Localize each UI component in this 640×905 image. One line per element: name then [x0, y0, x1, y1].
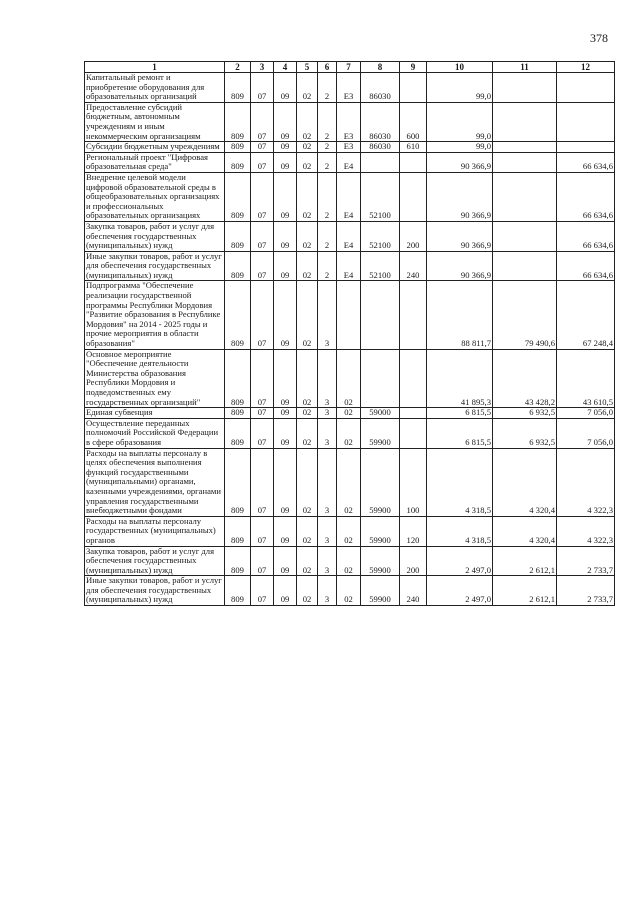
section-cell: 07: [251, 172, 274, 221]
expense-type-cell: [400, 349, 427, 408]
column-header: 1: [85, 62, 225, 73]
row-name-cell: Региональный проект "Цифровая образовательная среда": [85, 152, 225, 172]
subprogram-cell: 2: [318, 102, 337, 141]
row-name-cell: Закупка товаров, работ и услуг для обеспечения государственных (муниципальных) нужд: [85, 221, 225, 251]
table-row: [85, 448, 615, 516]
table-header-row: [85, 62, 615, 73]
subsection-cell: 09: [274, 281, 297, 349]
amount-year3-cell: 2 733,7: [557, 576, 615, 606]
amount-year3-cell: 66 634,6: [557, 172, 615, 221]
subsection-cell: 09: [274, 418, 297, 448]
activity-cell: 02: [337, 546, 361, 576]
program-cell: 02: [297, 418, 318, 448]
chapter-code-cell: 809: [225, 142, 251, 153]
expense-type-cell: 120: [400, 516, 427, 546]
amount-year2-cell: [493, 172, 557, 221]
expense-type-cell: 100: [400, 448, 427, 516]
expense-type-cell: [400, 73, 427, 103]
column-header: 3: [251, 62, 274, 73]
program-cell: 02: [297, 172, 318, 221]
section-cell: 07: [251, 142, 274, 153]
amount-year1-cell: 88 811,7: [427, 281, 493, 349]
amount-year1-cell: 90 366,9: [427, 221, 493, 251]
table-row: [85, 576, 615, 606]
row-name-cell: Внедрение целевой модели цифровой образовательной среды в общеобразовательных организациях и профессиональных образовательных организациях: [85, 172, 225, 221]
row-name-cell: Закупка товаров, работ и услуг для обеспечения государственных (муниципальных) нужд: [85, 546, 225, 576]
program-cell: 02: [297, 102, 318, 141]
table-row: [85, 546, 615, 576]
chapter-code-cell: 809: [225, 73, 251, 103]
section-cell: 07: [251, 251, 274, 281]
column-header: 5: [297, 62, 318, 73]
section-cell: 07: [251, 408, 274, 419]
direction-cell: 59900: [361, 516, 400, 546]
subsection-cell: 09: [274, 221, 297, 251]
section-cell: 07: [251, 73, 274, 103]
direction-cell: [361, 349, 400, 408]
subsection-cell: 09: [274, 408, 297, 419]
program-cell: 02: [297, 576, 318, 606]
activity-cell: E3: [337, 102, 361, 141]
chapter-code-cell: 809: [225, 172, 251, 221]
subprogram-cell: 3: [318, 546, 337, 576]
subsection-cell: 09: [274, 349, 297, 408]
direction-cell: 86030: [361, 102, 400, 141]
chapter-code-cell: 809: [225, 221, 251, 251]
program-cell: 02: [297, 152, 318, 172]
chapter-code-cell: 809: [225, 349, 251, 408]
direction-cell: 86030: [361, 142, 400, 153]
direction-cell: 59900: [361, 448, 400, 516]
program-cell: 02: [297, 73, 318, 103]
chapter-code-cell: 809: [225, 418, 251, 448]
subprogram-cell: 2: [318, 251, 337, 281]
budget-table: [84, 61, 615, 606]
column-header: 9: [400, 62, 427, 73]
amount-year2-cell: 6 932,5: [493, 408, 557, 419]
amount-year1-cell: 6 815,5: [427, 408, 493, 419]
section-cell: 07: [251, 102, 274, 141]
row-name-cell: Основное мероприятие "Обеспечение деятельности Министерства образования Республики Мордовия и подведомственных ему государственных организаций": [85, 349, 225, 408]
expense-type-cell: 240: [400, 576, 427, 606]
amount-year2-cell: 2 612,1: [493, 546, 557, 576]
program-cell: 02: [297, 448, 318, 516]
program-cell: 02: [297, 281, 318, 349]
expense-type-cell: [400, 418, 427, 448]
section-cell: 07: [251, 546, 274, 576]
column-header: 6: [318, 62, 337, 73]
amount-year2-cell: 43 428,2: [493, 349, 557, 408]
amount-year2-cell: 2 612,1: [493, 576, 557, 606]
program-cell: 02: [297, 251, 318, 281]
amount-year3-cell: 2 733,7: [557, 546, 615, 576]
section-cell: 07: [251, 448, 274, 516]
activity-cell: E3: [337, 73, 361, 103]
direction-cell: 59900: [361, 418, 400, 448]
expense-type-cell: 600: [400, 102, 427, 141]
subsection-cell: 09: [274, 448, 297, 516]
activity-cell: 02: [337, 576, 361, 606]
table-row: [85, 251, 615, 281]
program-cell: 02: [297, 408, 318, 419]
table-row: [85, 142, 615, 153]
amount-year1-cell: 90 366,9: [427, 172, 493, 221]
activity-cell: 02: [337, 408, 361, 419]
table-row: [85, 281, 615, 349]
expense-type-cell: [400, 281, 427, 349]
subprogram-cell: 2: [318, 221, 337, 251]
row-name-cell: Субсидии бюджетным учреждениям: [85, 142, 225, 153]
row-name-cell: Единая субвенция: [85, 408, 225, 419]
table-row: [85, 73, 615, 103]
amount-year2-cell: 79 490,6: [493, 281, 557, 349]
program-cell: 02: [297, 221, 318, 251]
amount-year2-cell: [493, 73, 557, 103]
row-name-cell: Подпрограмма "Обеспечение реализации государственной программы Республики Мордовия "Развитие образования в Республике Мордовия" на 2014 - 2025 годы и прочие мероприятия в области образования": [85, 281, 225, 349]
activity-cell: E4: [337, 221, 361, 251]
amount-year3-cell: [557, 142, 615, 153]
table-row: [85, 349, 615, 408]
subprogram-cell: 3: [318, 448, 337, 516]
direction-cell: 52100: [361, 221, 400, 251]
row-name-cell: Предоставление субсидий бюджетным, автономным учреждениям и иным некоммерческим организациям: [85, 102, 225, 141]
column-header: 8: [361, 62, 400, 73]
section-cell: 07: [251, 516, 274, 546]
amount-year3-cell: 66 634,6: [557, 251, 615, 281]
expense-type-cell: [400, 408, 427, 419]
chapter-code-cell: 809: [225, 102, 251, 141]
chapter-code-cell: 809: [225, 448, 251, 516]
subprogram-cell: 3: [318, 576, 337, 606]
program-cell: 02: [297, 546, 318, 576]
expense-type-cell: 240: [400, 251, 427, 281]
column-header: 10: [427, 62, 493, 73]
row-name-cell: Иные закупки товаров, работ и услуг для обеспечения государственных (муниципальных) нужд: [85, 251, 225, 281]
program-cell: 02: [297, 349, 318, 408]
subsection-cell: 09: [274, 546, 297, 576]
column-header: 12: [557, 62, 615, 73]
amount-year3-cell: 66 634,6: [557, 152, 615, 172]
amount-year3-cell: [557, 73, 615, 103]
column-header: 7: [337, 62, 361, 73]
amount-year3-cell: 66 634,6: [557, 221, 615, 251]
amount-year2-cell: [493, 142, 557, 153]
section-cell: 07: [251, 152, 274, 172]
table-body: [85, 73, 615, 606]
expense-type-cell: [400, 152, 427, 172]
activity-cell: E4: [337, 152, 361, 172]
activity-cell: 02: [337, 516, 361, 546]
row-name-cell: Осуществление переданных полномочий Российской Федерации в сфере образования: [85, 418, 225, 448]
amount-year1-cell: 41 895,3: [427, 349, 493, 408]
direction-cell: [361, 281, 400, 349]
amount-year2-cell: [493, 251, 557, 281]
activity-cell: 02: [337, 448, 361, 516]
section-cell: 07: [251, 349, 274, 408]
amount-year3-cell: 67 248,4: [557, 281, 615, 349]
chapter-code-cell: 809: [225, 546, 251, 576]
subsection-cell: 09: [274, 172, 297, 221]
program-cell: 02: [297, 142, 318, 153]
activity-cell: 02: [337, 349, 361, 408]
table-row: [85, 408, 615, 419]
subsection-cell: 09: [274, 251, 297, 281]
subsection-cell: 09: [274, 516, 297, 546]
table-row: [85, 102, 615, 141]
row-name-cell: Капитальный ремонт и приобретение оборудования для образовательных организаций: [85, 73, 225, 103]
subprogram-cell: 3: [318, 408, 337, 419]
direction-cell: 52100: [361, 251, 400, 281]
column-header: 11: [493, 62, 557, 73]
amount-year2-cell: [493, 221, 557, 251]
subsection-cell: 09: [274, 576, 297, 606]
column-header: 4: [274, 62, 297, 73]
section-cell: 07: [251, 221, 274, 251]
amount-year1-cell: 90 366,9: [427, 152, 493, 172]
column-header: 2: [225, 62, 251, 73]
table-row: [85, 172, 615, 221]
chapter-code-cell: 809: [225, 576, 251, 606]
chapter-code-cell: 809: [225, 281, 251, 349]
table-row: [85, 152, 615, 172]
activity-cell: [337, 281, 361, 349]
direction-cell: 59900: [361, 576, 400, 606]
table-row: [85, 418, 615, 448]
activity-cell: 02: [337, 418, 361, 448]
amount-year2-cell: 4 320,4: [493, 516, 557, 546]
amount-year1-cell: 2 497,0: [427, 546, 493, 576]
amount-year3-cell: 43 610,5: [557, 349, 615, 408]
subprogram-cell: 3: [318, 418, 337, 448]
amount-year2-cell: [493, 102, 557, 141]
direction-cell: 86030: [361, 73, 400, 103]
expense-type-cell: 200: [400, 546, 427, 576]
direction-cell: 59000: [361, 408, 400, 419]
activity-cell: E3: [337, 142, 361, 153]
amount-year3-cell: [557, 102, 615, 141]
subprogram-cell: 3: [318, 281, 337, 349]
amount-year2-cell: 4 320,4: [493, 448, 557, 516]
chapter-code-cell: 809: [225, 408, 251, 419]
amount-year1-cell: 99,0: [427, 102, 493, 141]
amount-year1-cell: 90 366,9: [427, 251, 493, 281]
expense-type-cell: 200: [400, 221, 427, 251]
table-row: [85, 221, 615, 251]
page-number: 378: [590, 31, 608, 45]
subprogram-cell: 3: [318, 349, 337, 408]
amount-year1-cell: 4 318,5: [427, 516, 493, 546]
subsection-cell: 09: [274, 142, 297, 153]
amount-year3-cell: 7 056,0: [557, 418, 615, 448]
subprogram-cell: 2: [318, 172, 337, 221]
subprogram-cell: 3: [318, 516, 337, 546]
direction-cell: 52100: [361, 172, 400, 221]
chapter-code-cell: 809: [225, 516, 251, 546]
amount-year3-cell: 4 322,3: [557, 516, 615, 546]
row-name-cell: Расходы на выплаты персоналу в целях обеспечения выполнения функций государственными (муниципальными) органами, казенными учреждениями, органами управления государственными внебюджетными фондами: [85, 448, 225, 516]
table-row: [85, 516, 615, 546]
row-name-cell: Иные закупки товаров, работ и услуг для обеспечения государственных (муниципальных) нужд: [85, 576, 225, 606]
expense-type-cell: 610: [400, 142, 427, 153]
section-cell: 07: [251, 281, 274, 349]
subsection-cell: 09: [274, 73, 297, 103]
expense-type-cell: [400, 172, 427, 221]
amount-year1-cell: 4 318,5: [427, 448, 493, 516]
section-cell: 07: [251, 576, 274, 606]
subprogram-cell: 2: [318, 152, 337, 172]
subprogram-cell: 2: [318, 142, 337, 153]
amount-year1-cell: 2 497,0: [427, 576, 493, 606]
section-cell: 07: [251, 418, 274, 448]
activity-cell: E4: [337, 172, 361, 221]
amount-year3-cell: 4 322,3: [557, 448, 615, 516]
chapter-code-cell: 809: [225, 152, 251, 172]
direction-cell: 59900: [361, 546, 400, 576]
program-cell: 02: [297, 516, 318, 546]
direction-cell: [361, 152, 400, 172]
subprogram-cell: 2: [318, 73, 337, 103]
amount-year3-cell: 7 056,0: [557, 408, 615, 419]
amount-year1-cell: 99,0: [427, 142, 493, 153]
amount-year2-cell: 6 932,5: [493, 418, 557, 448]
amount-year1-cell: 99,0: [427, 73, 493, 103]
amount-year2-cell: [493, 152, 557, 172]
row-name-cell: Расходы на выплаты персоналу государственных (муниципальных) органов: [85, 516, 225, 546]
activity-cell: E4: [337, 251, 361, 281]
chapter-code-cell: 809: [225, 251, 251, 281]
subsection-cell: 09: [274, 102, 297, 141]
subsection-cell: 09: [274, 152, 297, 172]
amount-year1-cell: 6 815,5: [427, 418, 493, 448]
